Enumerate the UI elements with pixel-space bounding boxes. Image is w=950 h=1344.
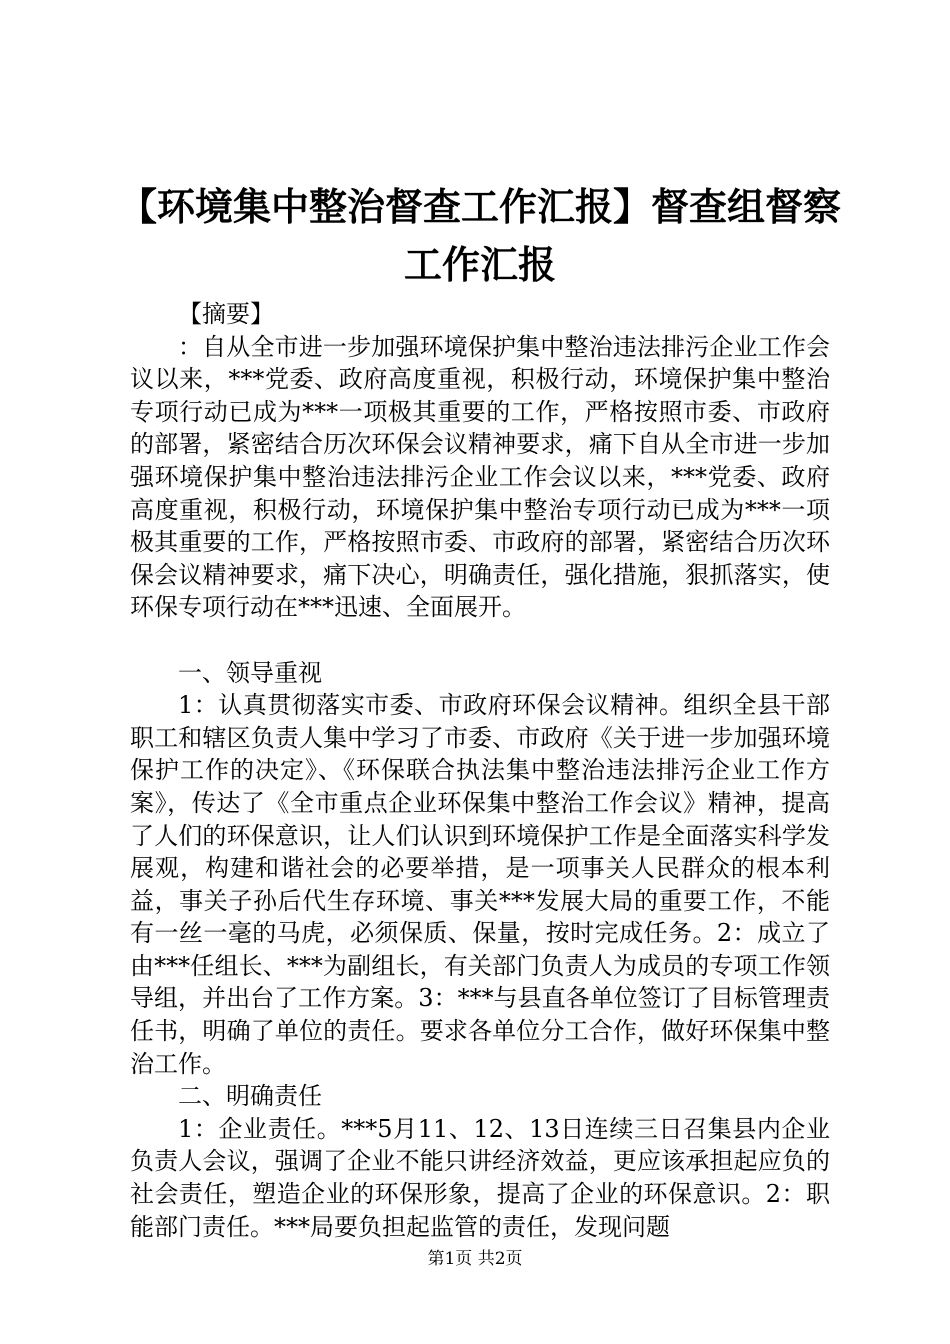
abstract-text: ：自从全市进一步加强环境保护集中整治违法排污企业工作会议以来，***党委、政府高度重视，积极行动，环境保护集中整治专项行动已成为***一项极其重要的工作，严格按照市委、市政府的部署，紧密结合历次环保会议精神要求，痛下自从全市进一步加强环境保护集中整治违法排污企业工作会议以来，***党委、政府高度重视，积极行动，环境保护集中整治专项行动已成为***一项极其重要的工作，严格按照市委、市政府的部署，紧密结合历次环保会议精神要求，痛下决心，明确责任，强化措施，狠抓落实，使环保专项行动在***迅速、全面展开。 (130, 332, 830, 622)
section-heading-leadership: 一、领导重视 (178, 658, 322, 687)
paragraph-gap (130, 624, 830, 657)
document-body (130, 298, 830, 1243)
document-title: 【环境集中整治督查工作汇报】督查组督察工作汇报 (118, 185, 841, 287)
section-text-responsibility: 1：企业责任。***5月11、12、13日连续三日召集县内企业负责人会议，强调了企业不能只讲经济效益，更应该承担起应负的社会责任，塑造企业的环保形象，提高了企业的环保意识。2：职能部门责任。***局要负担起监管的责任，发现问题 (130, 1114, 830, 1241)
section-heading-responsibility: 二、明确责任 (178, 1082, 322, 1111)
page-footer: 第1页 共2页 (427, 1249, 523, 1269)
abstract-label: 【摘要】 (178, 300, 274, 328)
section-text-leadership: 1：认真贯彻落实市委、市政府环保会议精神。组织全县干部职工和辖区负责人集中学习了市委、市政府《关于进一步加强环境保护工作的决定》、《环保联合执法集中整治违法排污企业工作方案》，传达了《全市重点企业环保集中整治工作会议》精神，提高了人们的环保意识，让人们认识到环境保护工作是全面落实科学发展观，构建和谐社会的必要举措，是一项事关人民群众的根本利益，事关子孙后代生存环境、事关***发展大局的重要工作，不能有一丝一毫的马虎，必须保质、保量，按时完成任务。2：成立了由***任组长、***为副组长，有关部门负责人为成员的专项工作领导组，并出台了工作方案。3：***与县直各单位签订了目标管理责任书，明确了单位的责任。要求各单位分工合作，做好环保集中整治工作。 (130, 691, 830, 1078)
